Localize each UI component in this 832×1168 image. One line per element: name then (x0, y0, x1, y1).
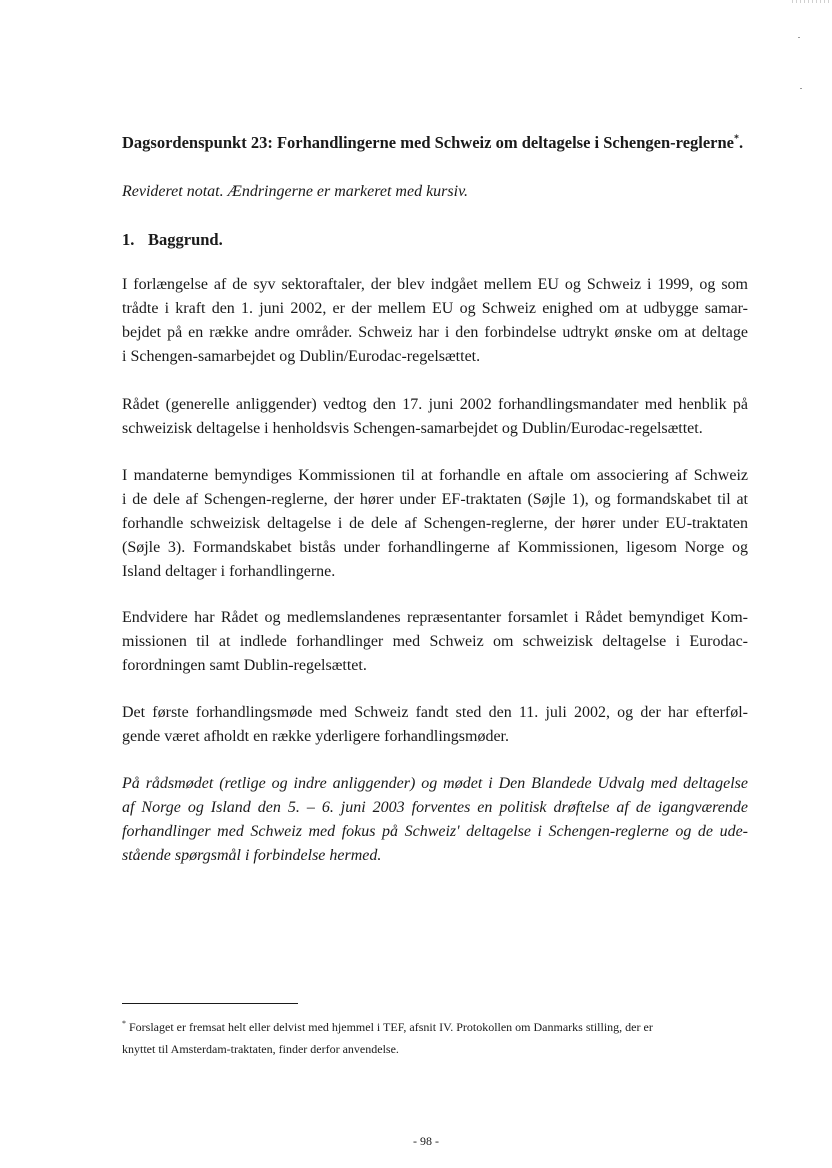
paragraph-council-mandates (122, 393, 748, 441)
text-line: schweizisk deltagelse i henholdsvis Schengen-samarbejdet og Dublin/Eurodac-regelsættet. (122, 420, 703, 437)
section-heading (122, 229, 223, 251)
text-line: af Norge og Island den 5. – 6. juni 2003 forventes en politisk drøftelse af de igangværende (122, 799, 748, 816)
footnote-text: Forslaget er fremsat helt eller delvist med hjemmel i TEF, afsnit IV. Protokollen om Danmarks stilling, der er (126, 1020, 653, 1034)
text-line: i Schengen-samarbejdet og Dublin/Eurodac-regelsættet. (122, 348, 481, 365)
paragraph-mandate-details (122, 464, 748, 584)
footnote-line: knyttet til Amsterdam-traktaten, finder derfor anvendelse. (122, 1042, 399, 1056)
footnote-marker: * (122, 1019, 126, 1028)
text-line: gende været afholdt en række yderligere forhandlingsmøder. (122, 728, 509, 745)
scan-speck (800, 88, 802, 89)
text-line: missionen til at indlede forhandlinger med Schweiz om schweizisk deltagelse i Eurodac- (122, 633, 748, 650)
revised-note: Revideret notat. Ændringerne er markeret med kursiv. (122, 183, 468, 200)
text-line: bejdet på en række andre områder. Schweiz har i den forbindelse udtrykt ønske om at deltage (122, 324, 748, 341)
scan-artifact (792, 0, 832, 3)
agenda-item-heading (122, 132, 762, 154)
text-line: I mandaterne bemyndiges Kommissionen til at forhandle en aftale om associering af Schweiz (122, 467, 748, 484)
text-line: forhandle schweizisk deltagelse i de dele af Schengen-reglerne, der hører under EU-traktaten (122, 515, 748, 532)
section-number: 1. (122, 230, 135, 249)
text-line: Rådet (generelle anliggender) vedtog den 17. juni 2002 forhandlingsmandater med henblik på (122, 396, 748, 413)
text-line: På rådsmødet (retlige og indre anliggender) og mødet i Den Blandede Udvalg med deltagelse (122, 775, 748, 792)
footnote-line (122, 1016, 722, 1038)
text-line: trådte i kraft den 1. juni 2002, er der mellem EU og Schweiz enighed om at udbygge samar- (122, 300, 748, 317)
heading-period: . (739, 133, 744, 152)
paragraph-revised-italic (122, 772, 748, 868)
text-line: (Søjle 3). Formandskabet bistås under forhandlingerne af Kommissionen, ligesom Norge og (122, 539, 748, 556)
text-line: I forlængelse af de syv sektoraftaler, der blev indgået mellem EU og Schweiz i 1999, og som (122, 276, 748, 293)
footnote-divider (122, 1003, 298, 1004)
heading-footnote-marker: * (734, 133, 740, 145)
scan-speck (798, 37, 800, 38)
page-number: - 98 - (413, 1134, 439, 1148)
paragraph-eurodac-authorization (122, 606, 748, 678)
section-title: Baggrund. (148, 230, 223, 249)
paragraph-first-meeting (122, 701, 748, 749)
text-line: Island deltager i forhandlingerne. (122, 563, 336, 580)
text-line: i de dele af Schengen-reglerne, der hører under EF-traktaten (Søjle 1), og formandskabet til at (122, 491, 748, 508)
paragraph-background (122, 273, 748, 369)
footnote (122, 1016, 722, 1060)
text-line: Endvidere har Rådet og medlemslandenes repræsentanter forsamlet i Rådet bemyndiget Kom- (122, 609, 748, 626)
text-line: forhandlinger med Schweiz med fokus på Schweiz' deltagelse i Schengen-reglerne og de ude- (122, 823, 748, 840)
text-line: stående spørgsmål i forbindelse hermed. (122, 847, 382, 864)
heading-text: Dagsordenspunkt 23: Forhandlingerne med Schweiz om deltagelse i Schengen-reglerne (122, 133, 735, 152)
text-line: forordningen samt Dublin-regelsættet. (122, 657, 367, 674)
text-line: Det første forhandlingsmøde med Schweiz fandt sted den 11. juli 2002, og der har efterføl- (122, 704, 748, 721)
